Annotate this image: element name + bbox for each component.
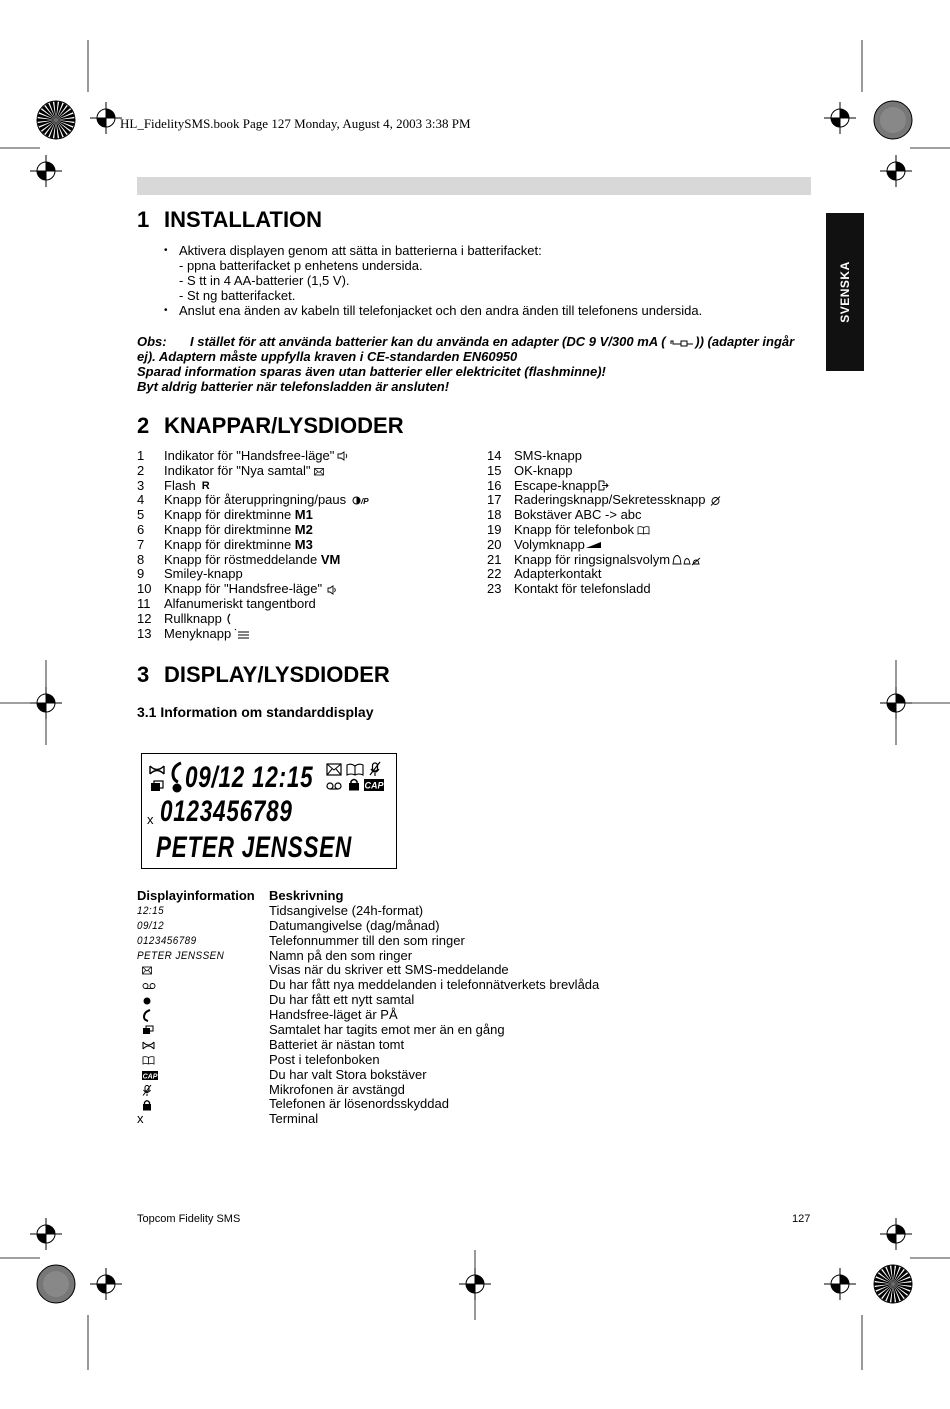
list-item: 13 Menyknapp [137,627,372,642]
lcd-phone-number: 0123456789 [160,795,293,828]
lcd-display [141,753,397,869]
handset-icon [142,1009,152,1022]
flash-r-icon: R [201,479,210,492]
lcd-caller-name: PETER JENSSEN [156,831,353,864]
lcd-date-time: 09/12 12:15 [185,761,314,794]
dot-icon [142,996,152,1006]
list-item: 22 Adapterkontakt [487,566,602,582]
list-item: 11 Alfanumeriskt tangentbord [137,595,316,611]
list-item: 2 Indikator för "Nya samtal" [137,464,372,479]
envelope-icon [326,763,342,776]
list-item: 8 Knapp för röstmeddelande VM [137,551,341,567]
list-item: • Anslut ena änden av kabeln till telefonjacket och den andra änden till telefonens undersida. [164,303,702,318]
lcd-terminal: x [147,812,154,827]
list-item: 18 Bokstäver ABC -> abc [487,507,642,523]
obs-label: Obs: [137,334,167,349]
installation-steps [164,243,702,318]
language-tab [826,213,864,371]
mic-off-icon [369,761,381,777]
table-row: Mikrofonen är avstängd [137,1083,599,1098]
handset-icon [170,760,184,794]
list-item: 7 Knapp för direktminne M3 [137,536,313,552]
voicemail-icon [142,982,156,990]
book-icon [637,525,650,535]
print-header: HL_FidelitySMS.book Page 127 Monday, August 4, 2003 3:38 PM [120,116,471,131]
svg-text:CAP: CAP [142,1073,158,1080]
footer-product: Topcom Fidelity SMS [137,1213,241,1225]
table-row: Handsfree-läget är PÅ [137,1008,599,1023]
list-item: 21 Knapp för ringsignalsvolym [487,553,721,568]
list-item: 17 Raderingsknapp/Sekretessknapp [487,493,721,508]
redial-pause-icon [352,496,372,505]
voicemail-icon [326,781,342,791]
table-row: Batteriet är nästan tomt [137,1038,599,1053]
section-2-heading: 2 KNAPPAR/LYSDIODER [137,413,404,438]
book-icon [142,1055,155,1065]
list-item: 5 Knapp för direktminne M1 [137,507,313,523]
section-1-title: INSTALLATION [164,207,323,232]
language-tab-label: SVENSKA [838,261,852,323]
book-icon [346,763,364,776]
list-item: 10 Knapp för "Handsfree-läge" [137,582,372,597]
repeat-call-icon [142,1025,154,1035]
table-header: Displayinformation Beskrivning [137,888,344,903]
svg-text:/P: /P [361,497,369,506]
section-3-1-subtitle: 3.1 Information om standarddisplay [137,704,374,720]
bells-icon [671,553,703,566]
mic-off-icon [142,1084,152,1097]
envelope-icon [314,467,325,476]
table-row: 12:15 Tidsangivelse (24h-format) [137,902,424,918]
footer-page-number: 127 [792,1213,811,1225]
list-subitem: - S tt in 4 AA-batterier (1,5 V). [179,273,350,288]
table-row: 0123456789 Telefonnummer till den som ringer [137,932,465,948]
list-item: 15 OK-knapp [487,462,573,478]
table-row: Du har fått nya meddelanden i telefonnätverkets brevlåda [137,978,599,993]
svg-text:CAP: CAP [364,780,384,791]
volume-icon [586,541,602,549]
list-item: 1 Indikator för "Handsfree-läge" [137,449,372,464]
adapter-plug-icon [669,338,695,348]
section-1-heading: 1 INSTALLATION [137,207,323,232]
list-item: 9 Smiley-knapp [137,566,243,582]
lock-icon [142,1099,152,1111]
envelope-icon [142,966,153,975]
header-bar [137,177,811,195]
list-item: 20 Volymknapp [487,538,721,553]
buttons-list-left [137,449,372,641]
section-2-title: KNAPPAR/LYSDIODER [164,413,404,438]
obs-note: Obs: I stället för att använda batterier kan du använda en adapter (DC 9 V/300 mA ( )) (adapter ingår ej). Adaptern måste uppfylla kraven i CE-standarden EN60950 Sparad information sparas även utan batterier eller elektricitet (flashminne)! Byt aldrig batterier när telefonsladden är ansluten! [137,334,795,394]
cap-icon [142,1071,158,1080]
scroll-icon [225,613,231,625]
menu-icon [234,628,250,639]
section-3-heading: 3 DISPLAY/LYSDIODER [137,662,390,687]
list-item: 3 Flash R [137,477,210,493]
section-3-title: DISPLAY/LYSDIODER [164,662,390,687]
battery-low-icon [148,763,166,777]
list-item: 19 Knapp för telefonbok [487,523,721,538]
speaker-icon [327,585,337,595]
table-row: Du har fått ett nytt samtal [137,993,599,1008]
table-row: x Terminal [137,1111,319,1127]
delete-icon [710,496,721,506]
buttons-list-right [487,449,721,597]
list-item: • Aktivera displayen genom att sätta in batterierna i batterifacket: [164,243,702,258]
list-subitem: - St ng batterifacket. [179,288,296,303]
list-item: 23 Kontakt för telefonsladd [487,581,651,597]
cap-icon [364,779,384,791]
list-item: 16 Escape-knapp [487,479,721,494]
table-row: PETER JENSSEN Namn på den som ringer [137,947,413,963]
battery-low-icon [142,1041,155,1050]
list-item: 14 SMS-knapp [487,448,582,463]
table-row: Telefonen är lösenordsskyddad [137,1097,599,1112]
list-item: 6 Knapp för direktminne M2 [137,521,313,537]
table-row: Samtalet har tagits emot mer än en gång [137,1023,599,1038]
list-item: 4 Knapp för återuppringning/paus /P [137,493,372,508]
display-info-table [137,889,599,1127]
repeat-call-icon [150,780,164,792]
list-item: 12 Rullknapp [137,612,372,627]
speaker-icon [337,451,349,461]
list-subitem: - ppna batterifacket p enhetens undersida. [179,258,423,273]
table-row: Visas när du skriver ett SMS-meddelande [137,963,599,978]
escape-icon [598,480,610,491]
lock-icon [348,778,360,791]
table-row: Post i telefonboken [137,1053,599,1068]
table-row: 09/12 Datumangivelse (dag/månad) [137,917,440,933]
table-row: CAP Du har valt Stora bokstäver [142,1066,427,1082]
